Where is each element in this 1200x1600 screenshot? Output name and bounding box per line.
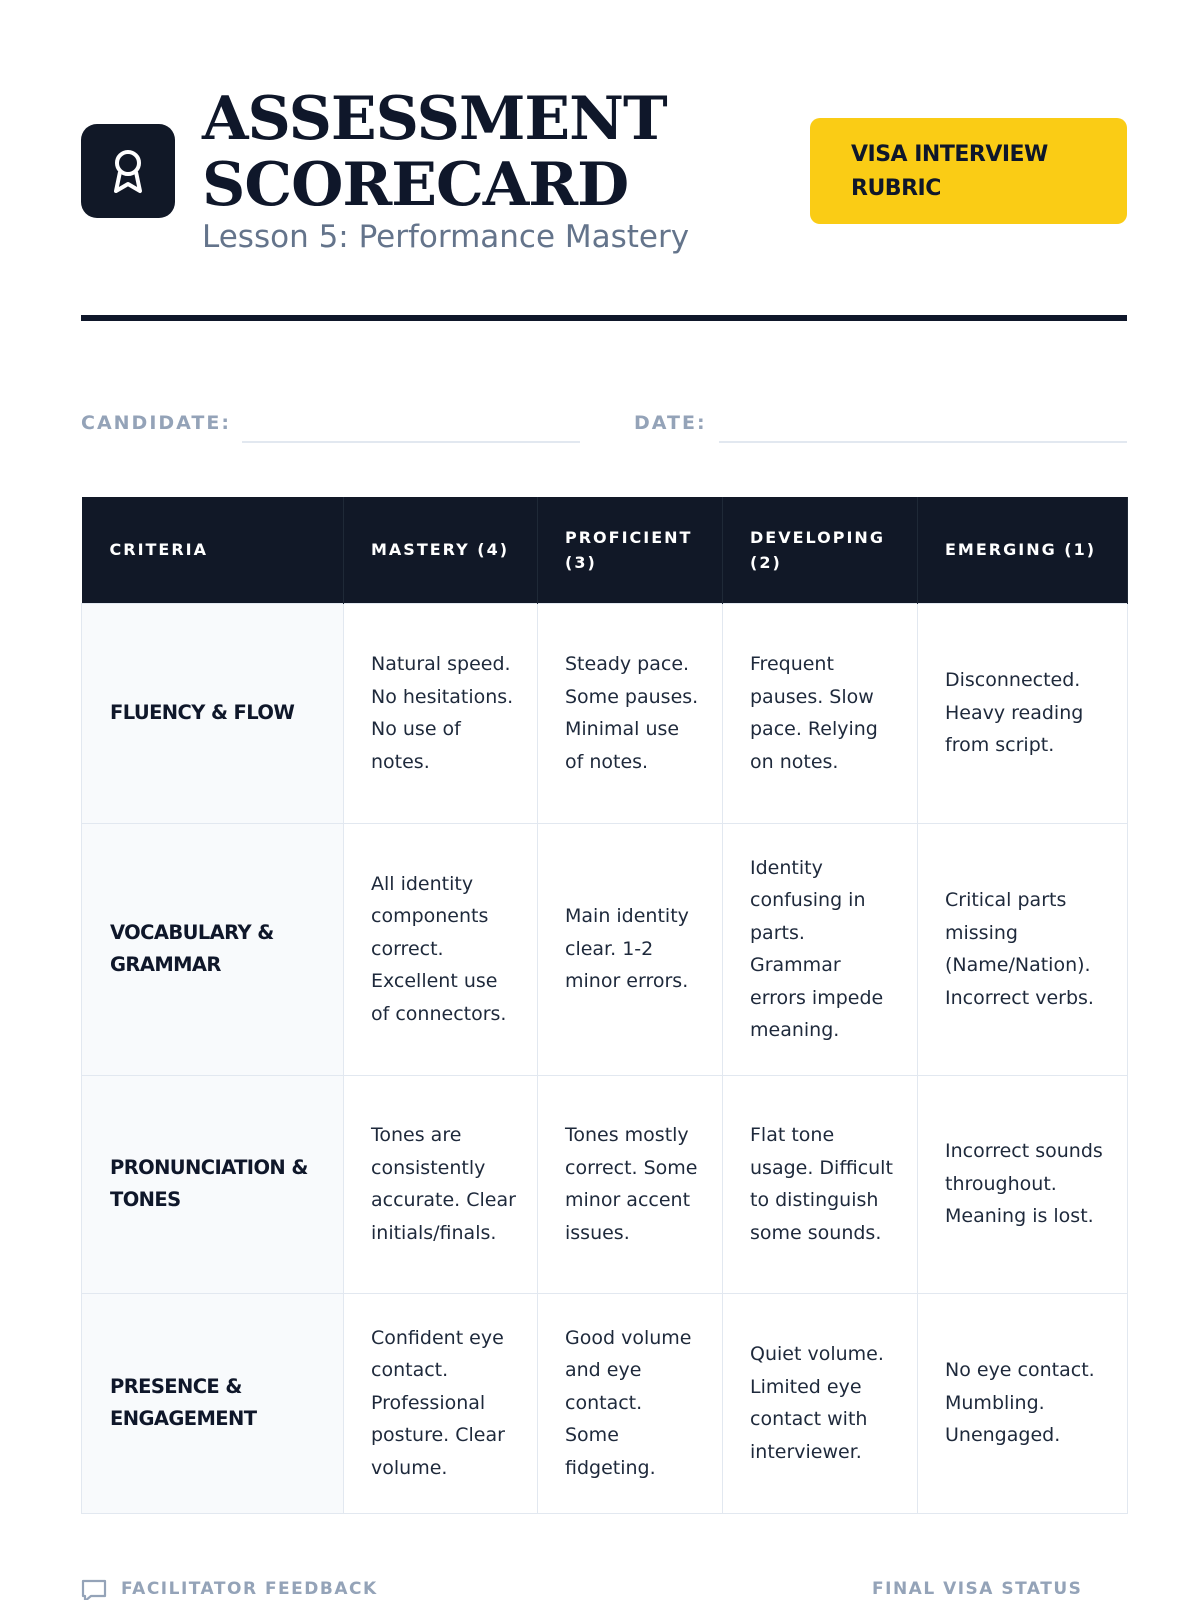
criteria-cell: FLUENCY & FLOW [82,603,344,823]
candidate-label: CANDIDATE: [81,412,231,434]
proficient-cell: Tones mostly correct. Some minor accent issues. [538,1075,723,1293]
criteria-cell: VOCABULARY & GRAMMAR [82,823,344,1075]
logo-badge [81,124,175,218]
facilitator-feedback-label: FACILITATOR FEEDBACK [121,1579,378,1599]
mastery-cell: Confident eye contact. Professional posture. Clear volume. [344,1293,538,1513]
mastery-cell: All identity components correct. Excellent use of connectors. [344,823,538,1075]
page-title [202,86,762,218]
column-header-emerging: EMERGING (1) [918,497,1128,603]
proficient-cell: Steady pace. Some pauses. Minimal use of notes. [538,603,723,823]
proficient-cell: Main identity clear. 1-2 minor errors. [538,823,723,1075]
emerging-cell: Incorrect sounds throughout. Meaning is lost. [918,1075,1128,1293]
rubric-badge: VISA INTERVIEW RUBRIC [810,118,1127,224]
column-header-proficient: PROFICIENT (3) [538,497,723,603]
proficient-cell: Good volume and eye contact. Some fidgeting. [538,1293,723,1513]
table-row [82,1293,1128,1513]
table-row [82,823,1128,1075]
page-header [81,84,1127,259]
candidate-field[interactable] [242,441,580,443]
developing-cell: Flat tone usage. Difficult to distinguish some sounds. [723,1075,918,1293]
table-row [82,1075,1128,1293]
developing-cell: Identity confusing in parts. Grammar errors impede meaning. [723,823,918,1075]
chat-bubble-icon [81,1578,107,1600]
mastery-cell: Tones are consistently accurate. Clear initials/finals. [344,1075,538,1293]
table-header-row [82,497,1128,603]
emerging-cell: Disconnected. Heavy reading from script. [918,603,1128,823]
emerging-cell: Critical parts missing (Name/Nation). Incorrect verbs. [918,823,1128,1075]
rubric-table [81,497,1128,1514]
column-header-criteria: CRITERIA [82,497,344,603]
developing-cell: Frequent pauses. Slow pace. Relying on notes. [723,603,918,823]
header-divider [81,315,1127,321]
page-subtitle: Lesson 5: Performance Mastery [202,219,690,255]
table-row [82,603,1128,823]
emerging-cell: No eye contact. Mumbling. Unengaged. [918,1293,1128,1513]
title-line-2: SCORECARD [202,150,629,220]
developing-cell: Quiet volume. Limited eye contact with interviewer. [723,1293,918,1513]
criteria-cell: PRESENCE & ENGAGEMENT [82,1293,344,1513]
award-ribbon-icon [108,147,148,195]
column-header-developing: DEVELOPING (2) [723,497,918,603]
date-field[interactable] [719,441,1127,443]
final-visa-status-label: FINAL VISA STATUS [872,1579,1083,1599]
criteria-cell: PRONUNCIATION & TONES [82,1075,344,1293]
column-header-mastery: MASTERY (4) [344,497,538,603]
date-label: DATE: [634,412,707,434]
title-line-1: ASSESSMENT [202,84,667,154]
mastery-cell: Natural speed. No hesitations. No use of notes. [344,603,538,823]
